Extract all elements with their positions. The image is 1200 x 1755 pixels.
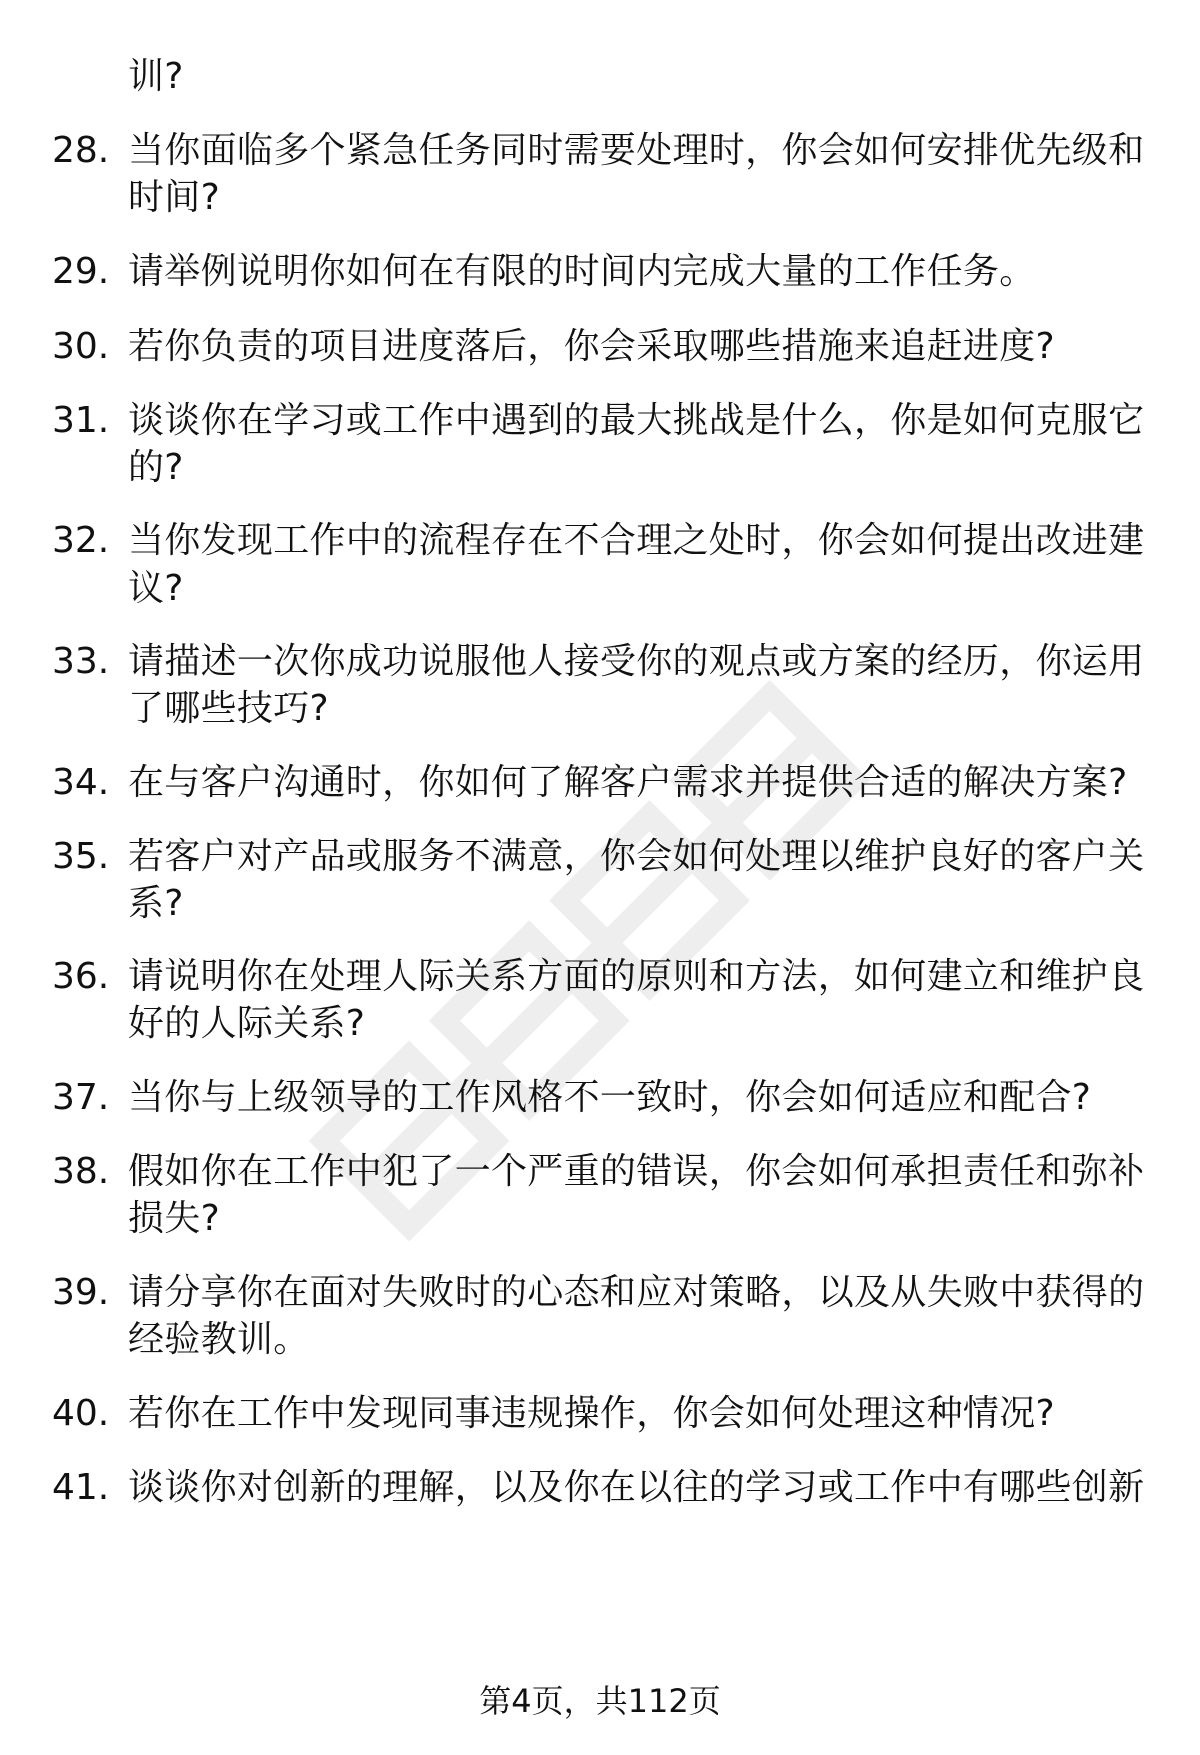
text-line	[0, 443, 1200, 493]
text-line	[0, 1147, 1200, 1197]
text-line	[0, 684, 1200, 734]
question-text: 请说明你在处理人际关系方面的原则和方法，如何建立和维护良	[128, 956, 1145, 997]
text-line	[0, 832, 1200, 882]
question-text: 了哪些技巧?	[128, 688, 329, 729]
question-text: 好的人际关系?	[128, 1003, 366, 1044]
text-line	[0, 173, 1200, 223]
watermark-icon	[200, 500, 1000, 1400]
question-text: 训?	[128, 56, 184, 97]
text-line	[0, 1389, 1200, 1439]
question-text: 的?	[128, 447, 184, 488]
question-number: 31.	[52, 400, 110, 441]
question-text: 损失?	[128, 1198, 221, 1239]
text-line	[0, 322, 1200, 372]
text-line	[0, 1463, 1200, 1513]
text-line	[0, 999, 1200, 1049]
text-line	[0, 564, 1200, 614]
text-line	[0, 126, 1200, 176]
question-number: 39.	[52, 1272, 110, 1313]
text-line	[0, 758, 1200, 808]
question-text: 请分享你在面对失败时的心态和应对策略，以及从失败中获得的	[128, 1272, 1145, 1313]
text-line	[0, 1268, 1200, 1318]
text-line	[0, 1073, 1200, 1123]
question-text: 谈谈你对创新的理解，以及你在以往的学习或工作中有哪些创新	[128, 1467, 1145, 1508]
question-number: 35.	[52, 836, 110, 877]
question-number: 37.	[52, 1077, 110, 1118]
question-text: 经验教训。	[128, 1319, 310, 1360]
text-line	[0, 516, 1200, 566]
question-text: 当你与上级领导的工作风格不一致时，你会如何适应和配合?	[128, 1077, 1092, 1118]
text-line	[0, 1315, 1200, 1365]
question-text: 若你负责的项目进度落后，你会采取哪些措施来追赶进度?	[128, 326, 1055, 367]
question-text: 在与客户沟通时，你如何了解客户需求并提供合适的解决方案?	[128, 762, 1128, 803]
question-text: 系?	[128, 883, 184, 924]
question-number: 38.	[52, 1151, 110, 1192]
question-text: 请描述一次你成功说服他人接受你的观点或方案的经历，你运用	[128, 641, 1145, 682]
question-number: 40.	[52, 1393, 110, 1434]
question-text: 议?	[128, 568, 184, 609]
question-text: 请举例说明你如何在有限的时间内完成大量的工作任务。	[128, 251, 1036, 292]
question-text: 谈谈你在学习或工作中遇到的最大挑战是什么，你是如何克服它	[128, 400, 1145, 441]
question-number: 34.	[52, 762, 110, 803]
text-line	[0, 396, 1200, 446]
text-line	[0, 1194, 1200, 1244]
question-text: 若你在工作中发现同事违规操作，你会如何处理这种情况?	[128, 1393, 1055, 1434]
question-text: 当你发现工作中的流程存在不合理之处时，你会如何提出改进建	[128, 520, 1145, 561]
text-line	[0, 879, 1200, 929]
question-number: 33.	[52, 641, 110, 682]
question-text: 假如你在工作中犯了一个严重的错误，你会如何承担责任和弥补	[128, 1151, 1145, 1192]
question-text: 当你面临多个紧急任务同时需要处理时，你会如何安排优先级和	[128, 130, 1145, 171]
question-number: 36.	[52, 956, 110, 997]
text-line	[0, 637, 1200, 687]
question-number: 32.	[52, 520, 110, 561]
text-line	[0, 247, 1200, 297]
page-number-footer: 第4页，共112页	[479, 1682, 721, 1720]
question-text: 时间?	[128, 177, 221, 218]
question-number: 30.	[52, 326, 110, 367]
text-line	[0, 52, 1200, 102]
question-number: 28.	[52, 130, 110, 171]
question-text: 若客户对产品或服务不满意，你会如何处理以维护良好的客户关	[128, 836, 1145, 877]
text-line	[0, 952, 1200, 1002]
question-number: 29.	[52, 251, 110, 292]
question-number: 41.	[52, 1467, 110, 1508]
